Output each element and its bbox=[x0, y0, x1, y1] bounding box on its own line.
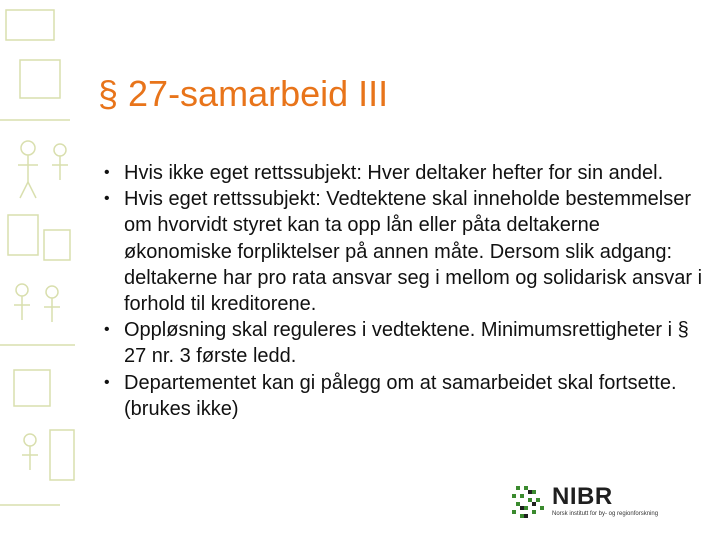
bullet-item bbox=[104, 186, 704, 317]
bullet-text: Oppløsning skal reguleres i vedtektene. Minimumsrettigheter i § 27 nr. 3 første ledd. bbox=[124, 319, 689, 368]
logo-wordmark: NIBR bbox=[552, 483, 613, 510]
bullet-dot: • bbox=[104, 373, 110, 391]
nibr-logo bbox=[510, 484, 710, 524]
bullet-dot: • bbox=[104, 190, 110, 208]
slide-title: § 27-samarbeid III bbox=[98, 73, 389, 114]
bullet-text: Hvis eget rettssubjekt: Vedtektene skal inneholde bestemmelser om hvorvidt styret kan ta opp lån eller påta deltakerne økonomiske forpliktelser på annen måte. Dersom slik adgang: deltakerne har pro rata ansvar seg i mellom og solidarisk ansvar i forhold til kreditorene. bbox=[124, 188, 703, 316]
logo-subtitle: Norsk institutt for by- og regionforskning bbox=[552, 511, 659, 517]
bullet-item bbox=[104, 370, 704, 422]
bullet-item bbox=[104, 160, 704, 186]
bullet-item bbox=[104, 317, 704, 369]
bullet-text: Departementet kan gi pålegg om at samarbeidet skal fortsette. (brukes ikke) bbox=[124, 371, 677, 420]
nibr-logo-mark-icon bbox=[510, 484, 548, 522]
bullet-dot: • bbox=[104, 164, 110, 181]
bullet-text: Hvis ikke eget rettssubjekt: Hver deltaker hefter for sin andel. bbox=[124, 162, 664, 184]
bullet-list bbox=[104, 160, 704, 422]
bullet-dot: • bbox=[104, 321, 110, 339]
decorative-figures-strip bbox=[0, 0, 90, 540]
